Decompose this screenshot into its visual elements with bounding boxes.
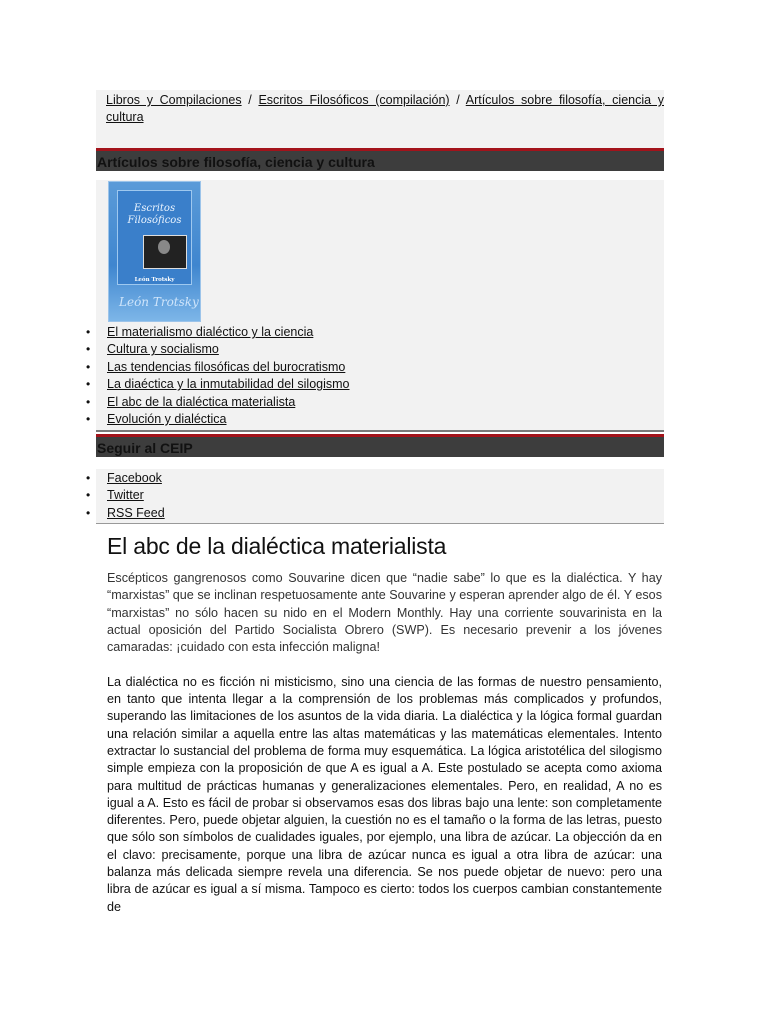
list-item xyxy=(0,341,768,358)
breadcrumb-link-escritos[interactable]: Escritos Filosóficos (compilación) xyxy=(258,93,450,107)
article-links-list xyxy=(0,324,768,428)
cover-title-line2: Filosóficos xyxy=(127,215,182,226)
twitter-link[interactable]: Twitter xyxy=(107,488,144,503)
breadcrumb-separator: / xyxy=(456,93,460,107)
article-link[interactable]: Las tendencias filosóficas del burocratismo xyxy=(107,359,346,374)
cover-frame xyxy=(117,190,192,285)
rss-feed-link[interactable]: RSS Feed xyxy=(107,505,165,520)
article-body xyxy=(107,570,662,933)
list-item xyxy=(0,324,768,341)
list-item xyxy=(0,376,768,393)
article-link[interactable]: Evolución y dialéctica xyxy=(107,411,227,426)
book-cover-image[interactable] xyxy=(108,181,201,322)
section-divider xyxy=(96,523,664,524)
article-paragraph: Escépticos gangrenosos como Souvarine dicen que “nadie sabe” lo que es la dialéctica. Y hay “marxistas” que se inclinan respetuosamente ante Souvarine y esperan aprender algo de él. Y esos “marxistas” no sólo hacen su nido en el Modern Monthly. Hay una corriente souvarinista en la actual oposición del Partido Socialista Obrero (SWP). Es necesario prevenir a los jóvenes camaradas: ¡cuidado con esta infección maligna! xyxy=(107,571,662,655)
article-link[interactable]: Cultura y socialismo xyxy=(107,342,219,357)
section-heading-follow: Seguir al CEIP xyxy=(96,437,664,457)
cover-author: León Trotsky xyxy=(134,277,175,283)
list-item xyxy=(0,505,768,522)
bullet-icon: • xyxy=(86,342,91,357)
breadcrumb xyxy=(96,90,664,148)
breadcrumb-link-articulos[interactable]: Artículos sobre filosofía, ciencia y cultura xyxy=(106,93,664,124)
section-divider xyxy=(96,430,664,432)
bullet-icon: • xyxy=(86,505,91,520)
cover-title-line1: Escritos xyxy=(133,203,176,214)
bullet-icon: • xyxy=(86,471,91,485)
list-item xyxy=(0,487,768,504)
bullet-icon: • xyxy=(86,359,91,374)
facebook-link[interactable]: Facebook xyxy=(107,471,162,485)
list-item xyxy=(0,359,768,376)
author-photo xyxy=(143,235,187,269)
article-title: El abc de la dialéctica materialista xyxy=(107,533,447,559)
breadcrumb-link-libros[interactable]: Libros y Compilaciones xyxy=(106,93,242,107)
bullet-icon: • xyxy=(86,394,91,409)
bullet-icon: • xyxy=(86,325,91,339)
bullet-icon: • xyxy=(86,411,91,426)
article-link[interactable]: La diaéctica y la inmutabilidad del silogismo xyxy=(107,377,350,392)
bullet-icon: • xyxy=(86,377,91,392)
article-paragraph: La dialéctica no es ficción ni misticismo, sino una ciencia de las formas de nuestro pensamiento, en tanto que intenta llegar a la comprensión de los problemas más complicados y profundos, superando las limitaciones de los asuntos de la vida diaria. La dialéctica y la lógica formal guardan una relación similar a aquella entre las altas matemáticas y las matemáticas elementales. Intento extractar lo sustancial del problema de forma muy esquemática. La lógica aristotélica del silogismo simple empieza con la proposición de que A es igual a A. Este postulado se acepta como axioma para multitud de prácticas humanas y generalizaciones elementales. Pero, en realidad, A no es igual a A. Esto es fácil de probar si observamos esas dos libras bajo una lente: son completamente diferentes. Pero, puede objetar alguien, la cuestión no es el tamaño o la forma de las letras, puesto que sólo son símbolos de cualidades iguales, por ejemplo, una libra de azúcar. La objección da en el clavo: precisamente, porque una libra de azúcar nunca es igual a otra libra de azúcar: una balanza más delicada siempre revela una diferencia. Se nos puede objetar de nuevo: pero una libra de azúcar es igual a sí misma. Tampoco es cierto: todos los cuerpos cambian constantemente de xyxy=(107,674,662,914)
article-link[interactable]: El materialismo dialéctico y la ciencia xyxy=(107,325,314,339)
article-link[interactable]: El abc de la dialéctica materialista xyxy=(107,394,296,409)
list-item xyxy=(0,470,768,487)
breadcrumb-separator: / xyxy=(248,93,252,107)
bullet-icon: • xyxy=(86,488,91,503)
list-item xyxy=(0,394,768,411)
list-item xyxy=(0,411,768,428)
section-heading-articles: Artículos sobre filosofía, ciencia y cultura xyxy=(96,151,664,171)
social-links-list xyxy=(0,470,768,522)
cover-signature: León Trotsky xyxy=(119,295,199,309)
